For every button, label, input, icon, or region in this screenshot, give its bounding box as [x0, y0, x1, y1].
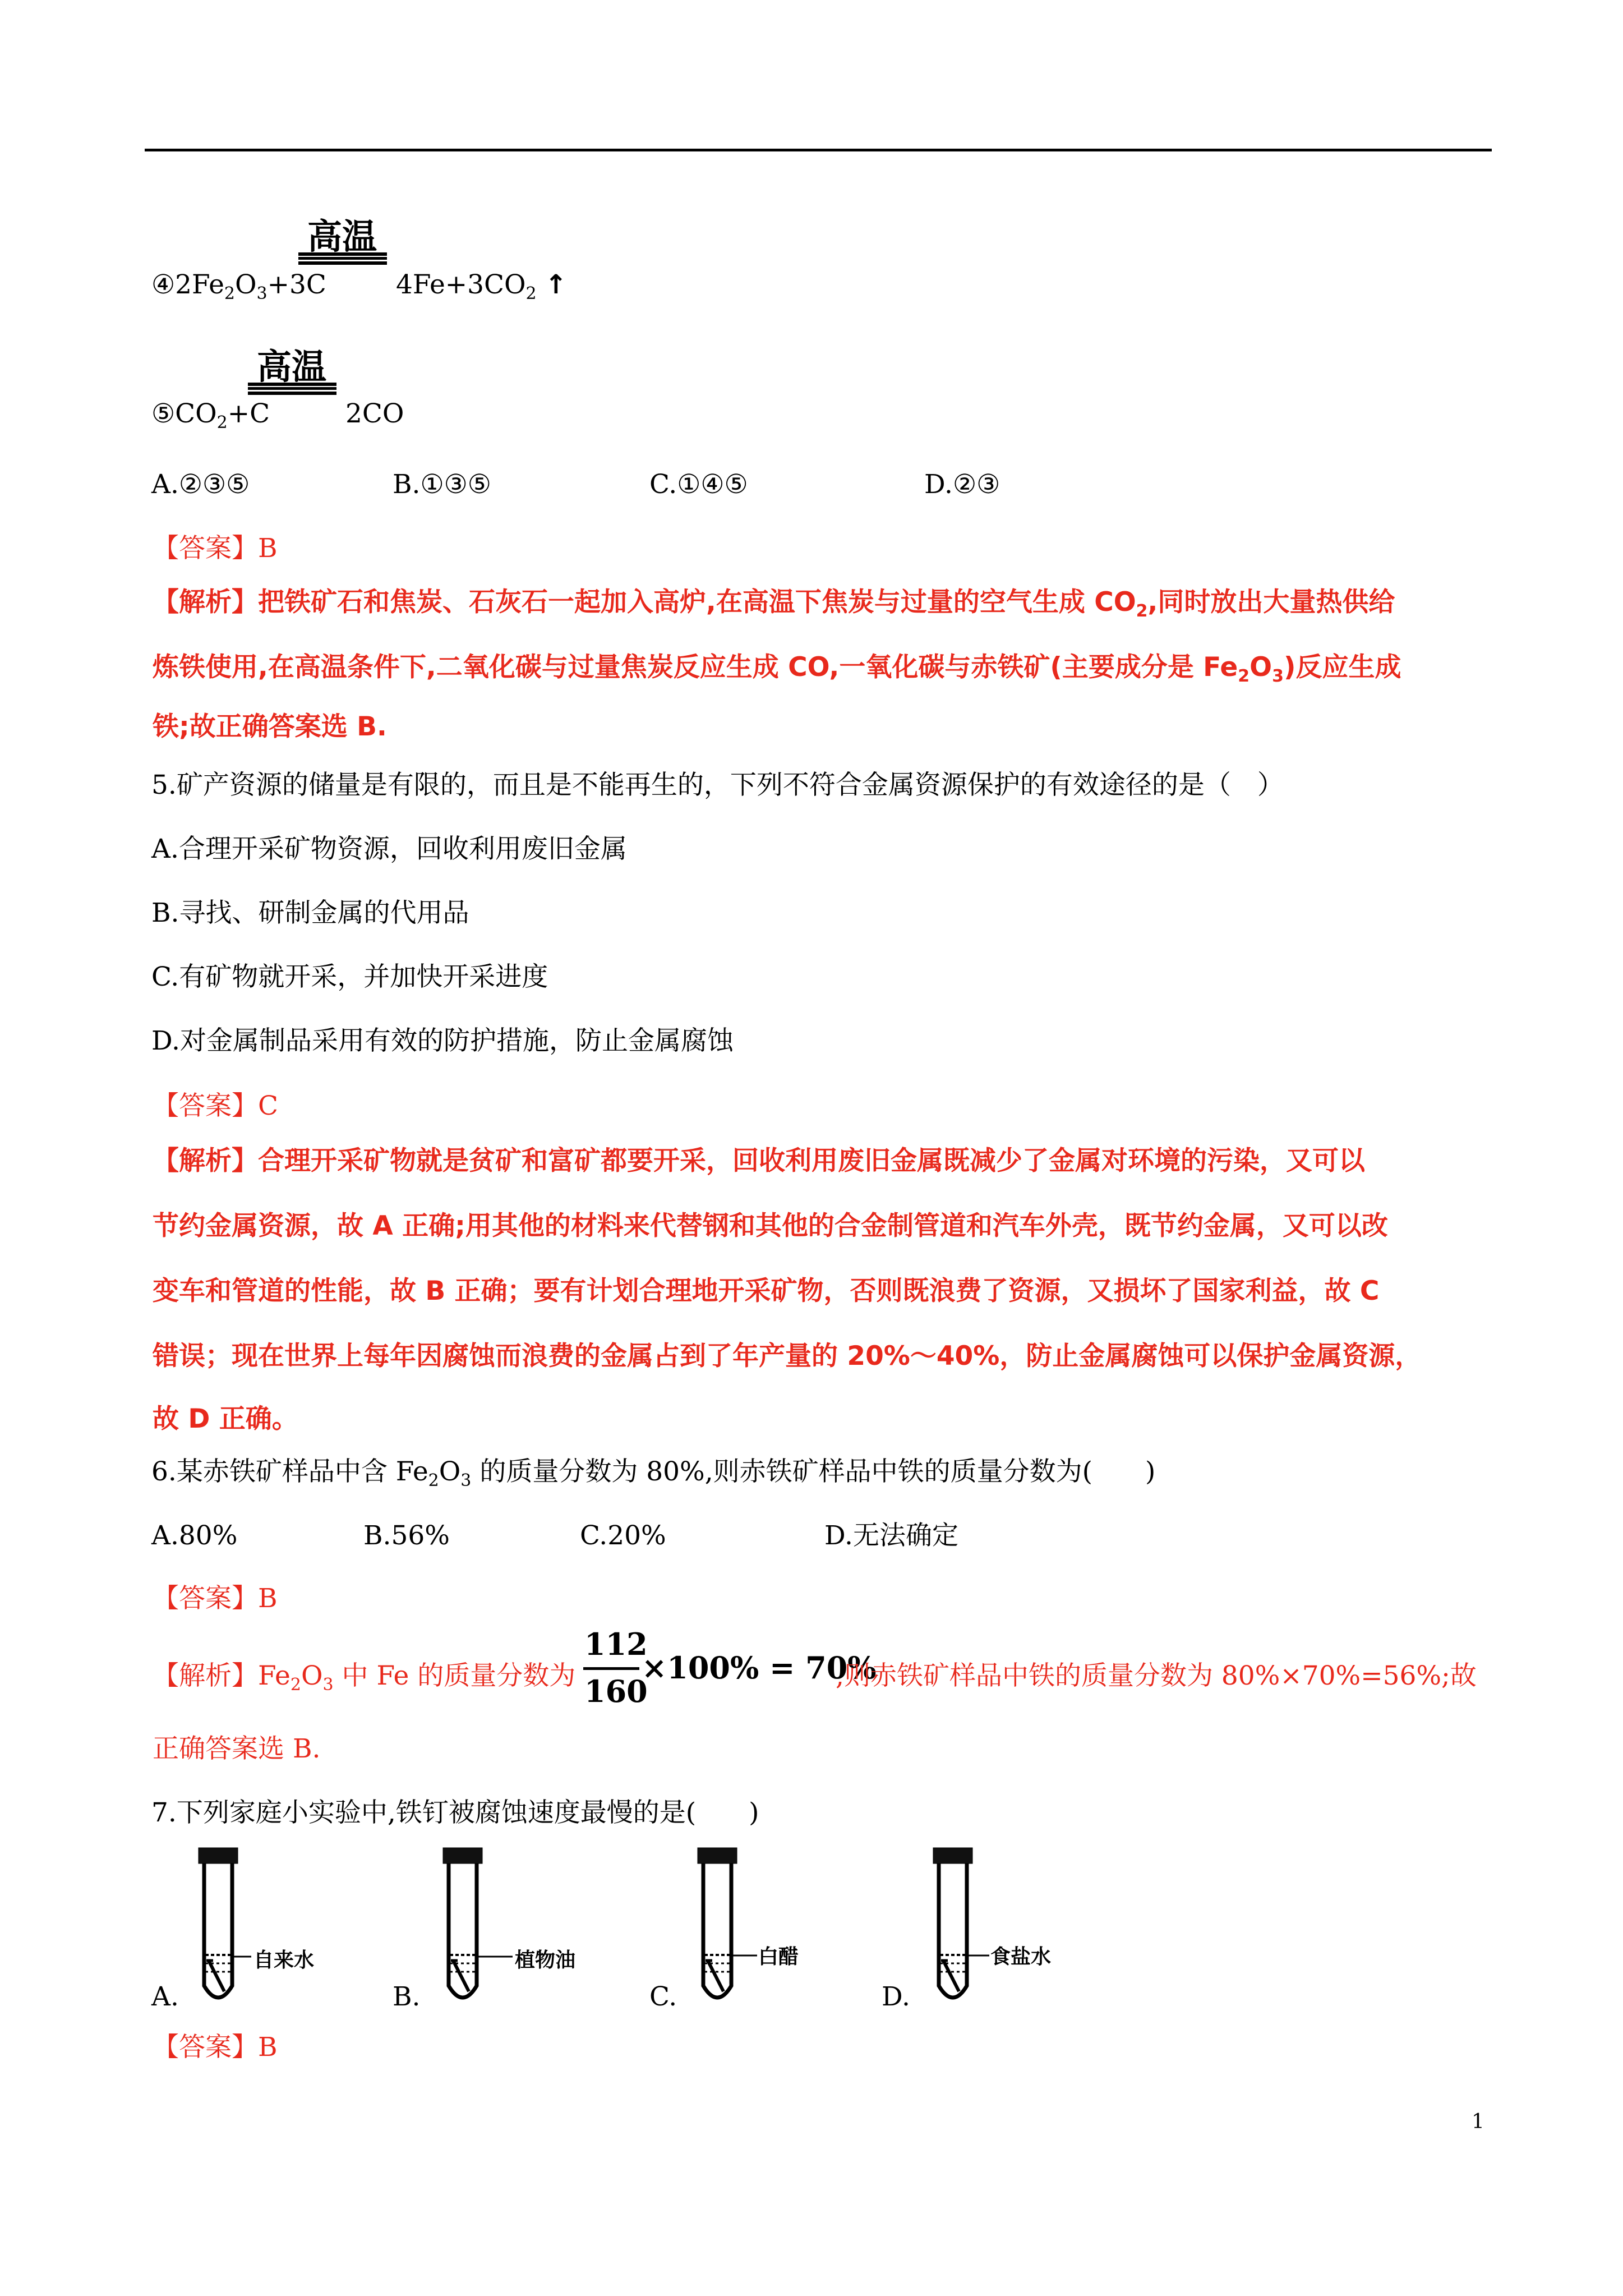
q6-analysis-line2: 正确答案选 B.: [153, 1733, 321, 1764]
q6-option-a: A.80%: [151, 1520, 238, 1551]
q4-option-d: D.②③: [924, 469, 1000, 500]
test-tube-d-icon: [928, 1846, 1073, 2014]
q6-analysis-line1b: ,则赤铁矿样品中铁的质量分数为 80%×70%=56%;故: [836, 1660, 1477, 1691]
q4-analysis-line3: 铁;故正确答案选 B.: [153, 711, 387, 742]
q4-option-c: C.①④⑤: [649, 469, 748, 500]
test-tube-b-label: 植物油: [515, 1949, 576, 1972]
q5-option-c: C.有矿物就开采，并加快开采进度: [151, 961, 548, 992]
q4-answer: 【答案】B: [153, 533, 278, 564]
eq5-condition: 高温: [257, 346, 327, 387]
q5-analysis-line3: 变车和管道的性能，故 B 正确；要有计划合理地开采矿物，否则既浪费了资源，又损坏了国家利益，故 C: [153, 1276, 1380, 1306]
q6-analysis-line1a: 【解析】$Fe_2O_3$ 中 Fe 的质量分数为: [153, 1660, 576, 1695]
q6-stem: 6.某赤铁矿样品中含 $Fe_2O_3$ 的质量分数为 80%,则赤铁矿样品中铁的质量分数为( ): [151, 1456, 1156, 1490]
q5-analysis-line2: 节约金属资源，故 A 正确;用其他的材料来代替钢和其他的合金制管道和汽车外壳，既节约金属，又可以改: [153, 1211, 1388, 1241]
test-tube-c-icon: [692, 1846, 838, 2014]
header-rule: [145, 149, 1492, 151]
test-tube-a-label: 自来水: [253, 1949, 315, 1972]
q6-answer: 【答案】B: [153, 1583, 278, 1614]
eq4-condition: 高温: [307, 216, 377, 257]
q6-option-b: B.56%: [363, 1520, 450, 1551]
q4-option-b: B.①③⑤: [393, 469, 491, 500]
q7-option-c-letter: C.: [649, 1981, 677, 2012]
q5-option-b: B.寻找、研制金属的代用品: [151, 898, 469, 928]
q5-stem: 5.矿产资源的储量是有限的，而且是不能再生的，下列不符合金属资源保护的有效途径的是（ ）: [151, 770, 1284, 800]
eq5-equal-sign: [248, 383, 336, 395]
fraction-bar: [583, 1667, 639, 1670]
eq5-right: 2CO: [345, 398, 404, 429]
q5-analysis-line4: 错误；现在世界上每年因腐蚀而浪费的金属占到了年产量的 20%～40%，防止金属腐蚀可以保护金属资源，: [153, 1341, 1422, 1372]
q5-analysis-line1: 【解析】合理开采矿物就是贫矿和富矿都要开采，回收利用废旧金属既减少了金属对环境的污染，又可以: [153, 1145, 1365, 1176]
q4-analysis-line2: 炼铁使用,在高温条件下,二氧化碳与过量焦炭反应生成 CO,一氧化碳与赤铁矿(主要成分是 $Fe_2O_3$)反应生成: [153, 652, 1401, 686]
q5-answer: 【答案】C: [153, 1091, 278, 1121]
eq4-equal-sign: [298, 252, 387, 265]
test-tube-c-label: 白醋: [758, 1945, 799, 1968]
page-number: 1: [1472, 2110, 1484, 2133]
q7-stem: 7.下列家庭小实验中,铁钉被腐蚀速度最慢的是( ): [151, 1797, 759, 1828]
eq4-left: $④2Fe_2O_3+3C$: [151, 269, 326, 303]
fraction-tail: ×100% = 70%: [642, 1650, 877, 1686]
q5-option-d: D.对金属制品采用有效的防护措施，防止金属腐蚀: [151, 1025, 734, 1056]
eq4-right: $4Fe+3CO_2$ ↑: [396, 269, 567, 303]
q7-option-a-letter: A.: [151, 1981, 179, 2012]
test-tube-b-icon: [437, 1846, 583, 2014]
q5-analysis-line5: 故 D 正确。: [153, 1404, 298, 1434]
fraction-numerator: 112: [584, 1626, 648, 1662]
q7-option-b-letter: B.: [393, 1981, 421, 2012]
q7-option-d-letter: D.: [882, 1981, 910, 2012]
q4-option-a: A.②③⑤: [151, 469, 250, 500]
q4-analysis-line1: 【解析】把铁矿石和焦炭、石灰石一起加入高炉,在高温下焦炭与过量的空气生成 $CO_2$,同时放出大量热供给: [153, 587, 1395, 621]
fraction-denominator: 160: [584, 1673, 648, 1709]
test-tube-a-icon: [193, 1846, 339, 2014]
eq5-left: $⑤CO_2+C$: [151, 398, 270, 432]
test-tube-d-label: 食盐水: [990, 1945, 1052, 1968]
q6-option-d: D.无法确定: [824, 1520, 958, 1551]
q7-answer: 【答案】B: [153, 2032, 278, 2063]
q5-option-a: A.合理开采矿物资源，回收利用废旧金属: [151, 834, 627, 864]
q6-option-c: C.20%: [580, 1520, 666, 1551]
